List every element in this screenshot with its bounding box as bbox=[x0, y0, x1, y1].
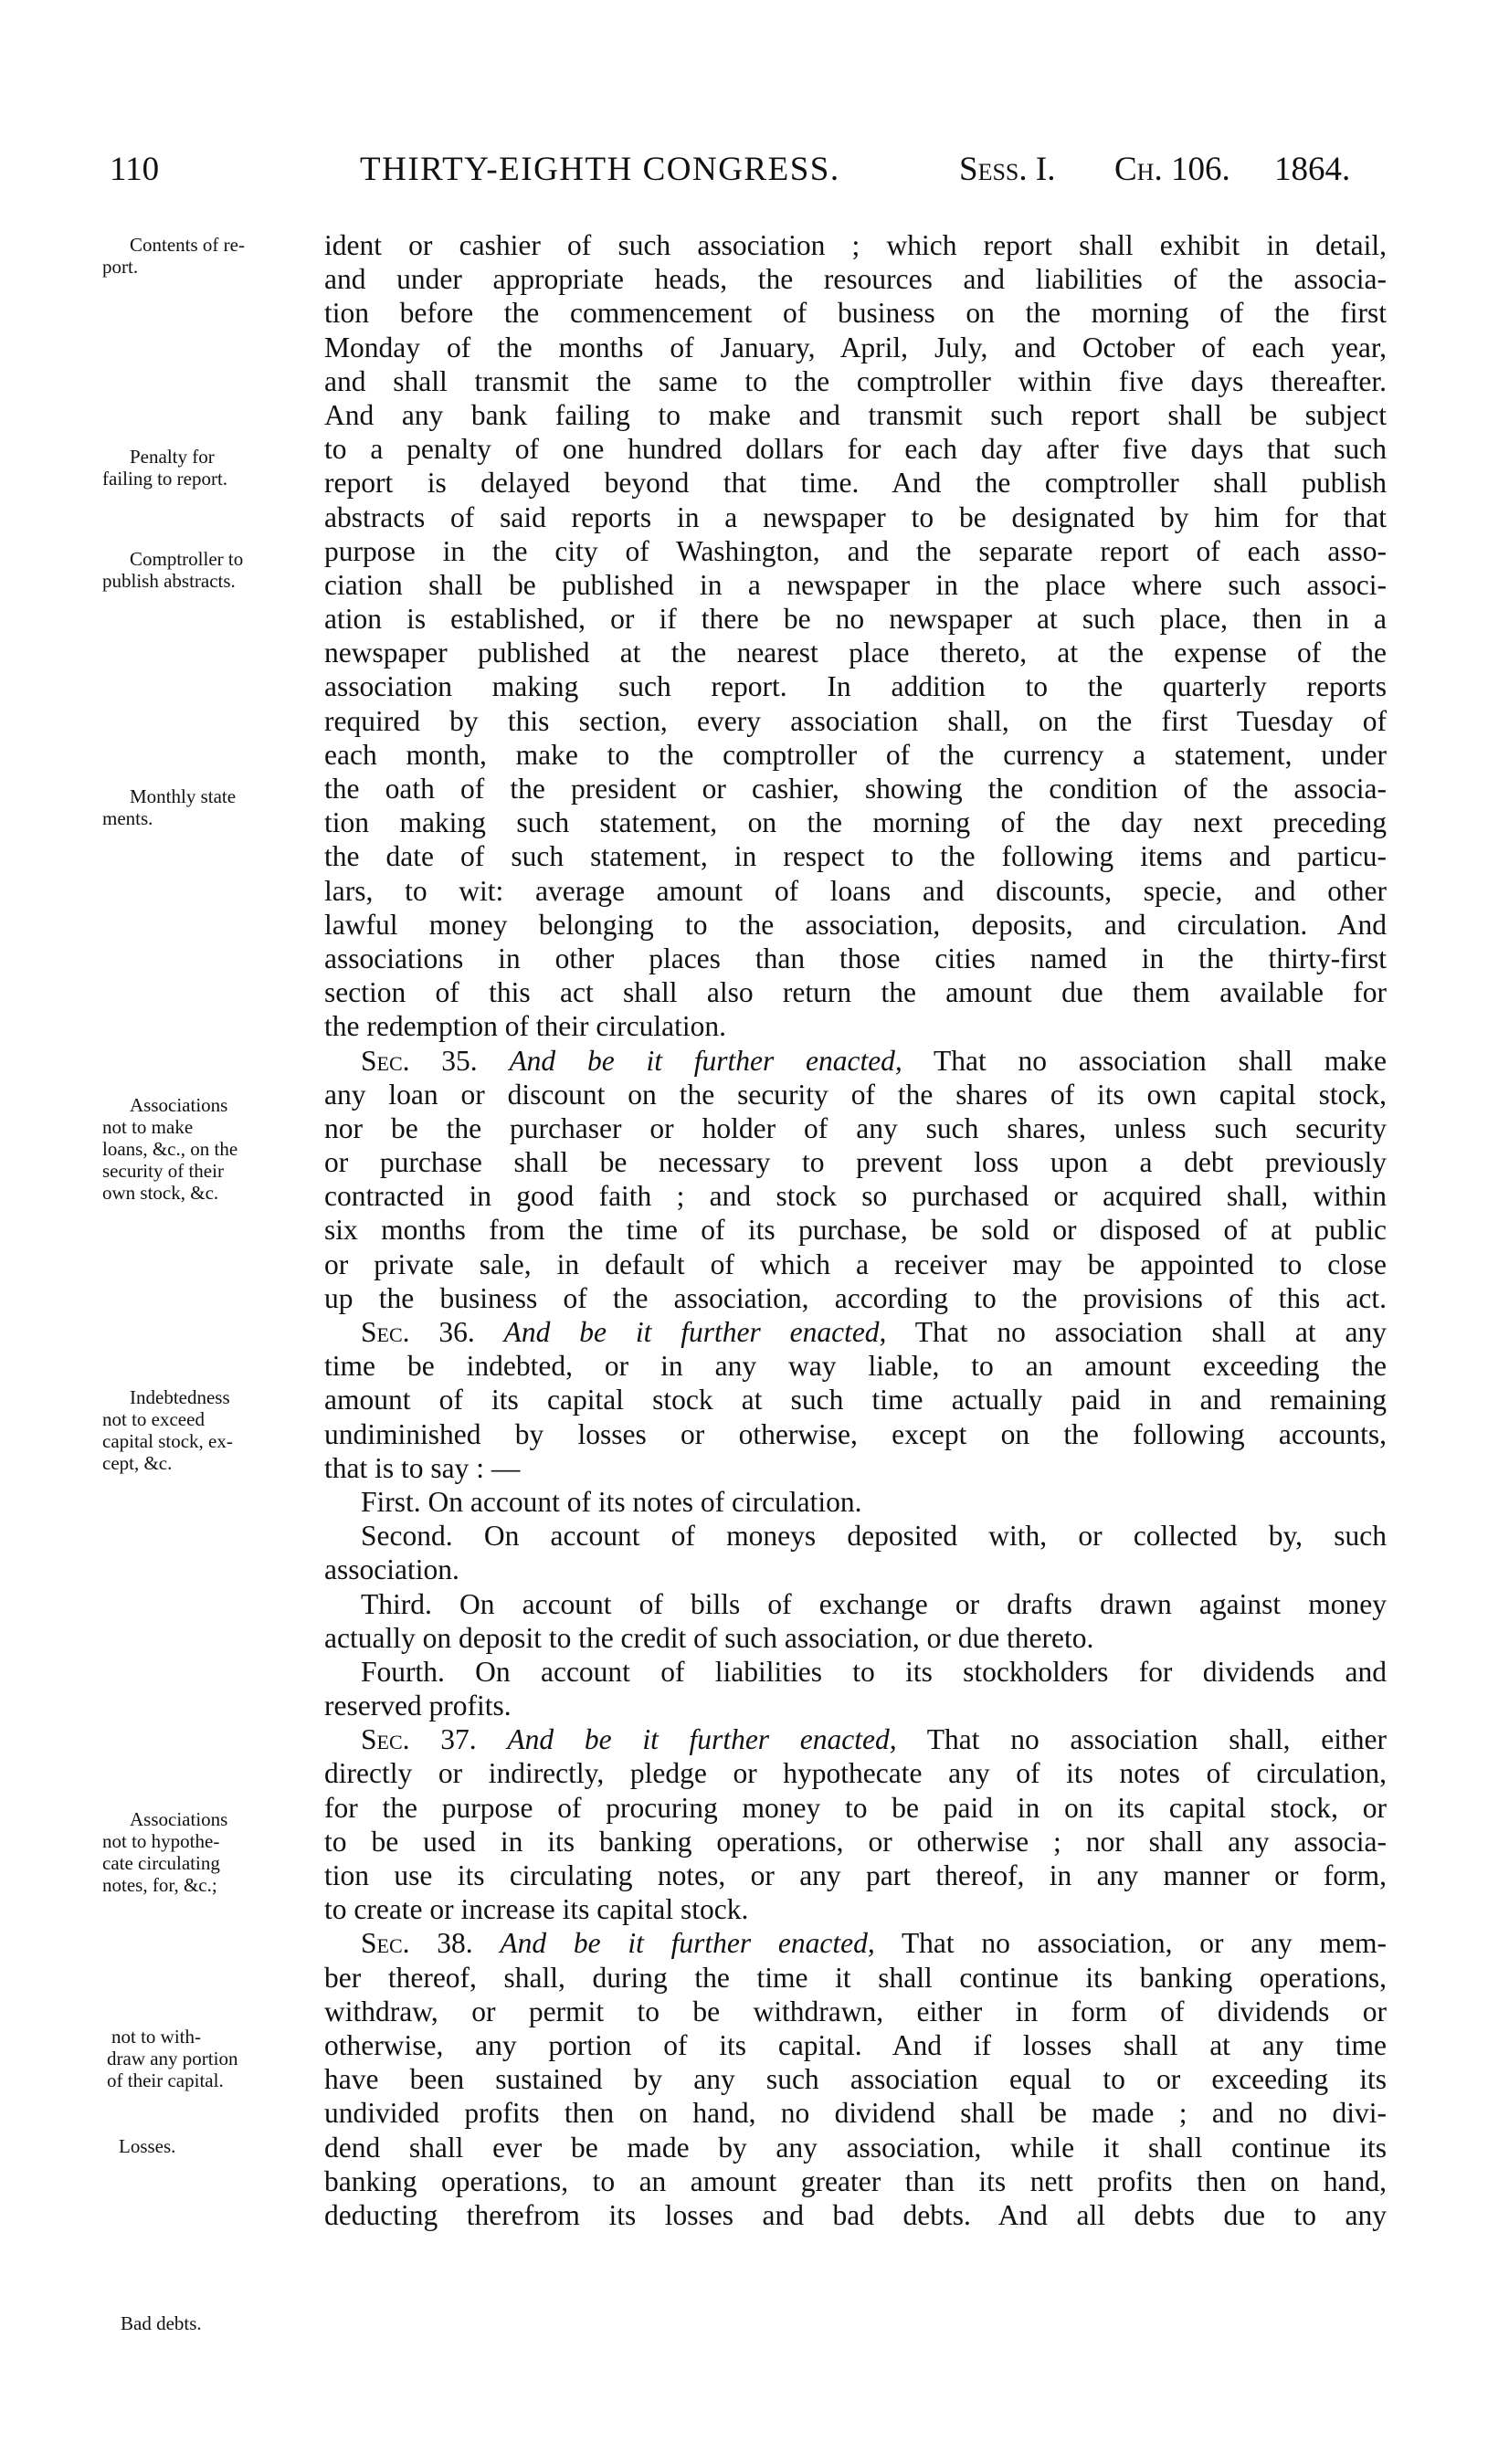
margin-note-bad-debts: Bad debts. bbox=[121, 2312, 202, 2334]
enacting-clause: And be it further enacted, bbox=[507, 1723, 897, 1756]
section-38-heading-line: Sec. 38. And be it further enacted, That no association, or any mem- bbox=[361, 1927, 1387, 1960]
body-line: undiminished by losses or otherwise, except on the following accounts, bbox=[324, 1417, 1387, 1450]
margin-note-loans-on-own-stock: Associations not to make loans, &c., on the security of their own stock, &c. bbox=[102, 1094, 238, 1204]
body-line: associations in other places than those cities named in the thirty-first bbox=[324, 942, 1387, 974]
body-line: purpose in the city of Washington, and the separate report of each asso- bbox=[324, 534, 1387, 567]
margin-note-hypothecate-notes: Associations not to hypothe- cate circulating notes, for, &c.; bbox=[102, 1808, 228, 1896]
section-label: Sec. 35. bbox=[361, 1044, 478, 1077]
body-line: banking operations, to an amount greater than its nett profits then on hand, bbox=[324, 2164, 1387, 2197]
enacting-clause: And be it further enacted, bbox=[509, 1044, 902, 1077]
body-line: Monday of the months of January, April, July, and October of each year, bbox=[324, 331, 1387, 363]
body-line: and under appropriate heads, the resources and liabilities of the associa- bbox=[324, 263, 1387, 296]
body-line: First. On account of its notes of circulation. bbox=[361, 1485, 862, 1518]
body-line: the oath of the president or cashier, showing the condition of the associa- bbox=[324, 773, 1387, 805]
body-line: nor be the purchaser or holder of any such shares, unless such security bbox=[324, 1111, 1387, 1144]
body-line: report is delayed beyond that time. And the comptroller shall publish bbox=[324, 467, 1387, 500]
body-line: withdraw, or permit to be withdrawn, either in form of dividends or bbox=[324, 1995, 1387, 2027]
body-line: otherwise, any portion of its capital. And if losses shall at any time bbox=[324, 2028, 1387, 2061]
body-line: Second. On account of moneys deposited with, or collected by, such bbox=[361, 1520, 1387, 1553]
body-line: ber thereof, shall, during the time it shall continue its banking operations, bbox=[324, 1961, 1387, 1994]
statute-body bbox=[324, 228, 1387, 2232]
margin-note-monthly-statements: Monthly state ments. bbox=[102, 785, 237, 829]
margin-note-penalty: Penalty for failing to report. bbox=[102, 446, 228, 490]
body-line: or private sale, in default of which a receiver may be appointed to close bbox=[324, 1248, 1387, 1280]
body-line: amount of its capital stock at such time actually paid in and remaining bbox=[324, 1384, 1387, 1416]
body-line: Fourth. On account of liabilities to its stockholders for dividends and bbox=[361, 1655, 1387, 1688]
margin-note-contents-of-report: Contents of re- port. bbox=[102, 234, 245, 278]
running-head bbox=[0, 150, 1509, 190]
body-line: Third. On account of bills of exchange or drafts drawn against money bbox=[361, 1587, 1387, 1620]
congress-title: THIRTY-EIGHTH CONGRESS. bbox=[360, 151, 840, 188]
body-line: abstracts of said reports in a newspaper to be designated by him for that bbox=[324, 500, 1387, 533]
body-line: undivided profits then on hand, no dividend shall be made ; and no divi- bbox=[324, 2097, 1387, 2130]
body-line: lawful money belonging to the association, deposits, and circulation. And bbox=[324, 908, 1387, 941]
body-line: have been sustained by any such association equal to or exceeding its bbox=[324, 2063, 1387, 2096]
session-label: Sess. I. bbox=[959, 151, 1056, 188]
body-line: association making such report. In addition to the quarterly reports bbox=[324, 670, 1387, 703]
body-line: and shall transmit the same to the comptroller within five days thereafter. bbox=[324, 364, 1387, 397]
body-line: contracted in good faith ; and stock so purchased or acquired shall, within bbox=[324, 1180, 1387, 1213]
body-line: reserved profits. bbox=[324, 1690, 512, 1722]
section-label: Sec. 38. bbox=[361, 1927, 473, 1960]
margin-note-indebtedness: Indebtedness not to exceed capital stock, ex- cept, &c. bbox=[102, 1386, 233, 1474]
body-line: the date of such statement, in respect to the following items and particu- bbox=[324, 840, 1387, 873]
section-37-heading-line: Sec. 37. And be it further enacted, That no association shall, either bbox=[361, 1723, 1387, 1756]
enacting-clause: And be it further enacted, bbox=[500, 1927, 875, 1960]
body-line: newspaper published at the nearest place thereto, at the expense of the bbox=[324, 637, 1387, 669]
enacting-clause: And be it further enacted, bbox=[503, 1316, 887, 1348]
margin-note-withdraw-capital: not to with- draw any portion of their capital. bbox=[107, 2026, 238, 2091]
page-number: 110 bbox=[110, 151, 160, 188]
year-label: 1864. bbox=[1274, 151, 1351, 188]
chapter-label: Ch. 106. bbox=[1114, 151, 1230, 188]
body-line: time be indebted, or in any way liable, to an amount exceeding the bbox=[324, 1350, 1387, 1383]
body-line: or purchase shall be necessary to prevent loss upon a debt previously bbox=[324, 1146, 1387, 1179]
body-line: the redemption of their circulation. bbox=[324, 1010, 726, 1043]
body-line: ation is established, or if there be no newspaper at such place, then in a bbox=[324, 603, 1387, 636]
section-label: Sec. 37. bbox=[361, 1723, 477, 1756]
body-line: six months from the time of its purchase, be sold or disposed of at public bbox=[324, 1214, 1387, 1247]
body-line: tion before the commencement of business on the morning of the first bbox=[324, 297, 1387, 330]
body-line: that is to say : — bbox=[324, 1451, 521, 1484]
section-35-heading-line: Sec. 35. And be it further enacted, That no association shall make bbox=[361, 1044, 1387, 1077]
body-line: to create or increase its capital stock. bbox=[324, 1893, 749, 1926]
body-line: required by this section, every association shall, on the first Tuesday of bbox=[324, 704, 1387, 737]
body-line: association. bbox=[324, 1553, 459, 1586]
body-line: tion making such statement, on the morning of the day next preceding bbox=[324, 806, 1387, 839]
section-36-heading-line: Sec. 36. And be it further enacted, That no association shall at any bbox=[361, 1316, 1387, 1348]
body-line: ciation shall be published in a newspaper in the place where such associ- bbox=[324, 568, 1387, 601]
margin-note-losses: Losses. bbox=[119, 2135, 176, 2157]
body-line: actually on deposit to the credit of such association, or due thereto. bbox=[324, 1621, 1094, 1654]
body-line: And any bank failing to make and transmit such report shall be subject bbox=[324, 398, 1387, 431]
body-line: to be used in its banking operations, or otherwise ; nor shall any associa- bbox=[324, 1825, 1387, 1858]
body-line: tion use its circulating notes, or any part thereof, in any manner or form, bbox=[324, 1859, 1387, 1891]
body-line: directly or indirectly, pledge or hypothecate any of its notes of circulation, bbox=[324, 1757, 1387, 1790]
body-line: ident or cashier of such association ; which report shall exhibit in detail, bbox=[324, 229, 1387, 261]
margin-note-comptroller: Comptroller to publish abstracts. bbox=[102, 548, 244, 592]
section-label: Sec. 36. bbox=[361, 1316, 475, 1348]
body-line: up the business of the association, according to the provisions of this act. bbox=[324, 1281, 1387, 1314]
body-line: for the purpose of procuring money to be paid in on its capital stock, or bbox=[324, 1791, 1387, 1824]
body-line: lars, to wit: average amount of loans and discounts, specie, and other bbox=[324, 874, 1387, 907]
body-line: dend shall ever be made by any association, while it shall continue its bbox=[324, 2131, 1387, 2164]
body-line: each month, make to the comptroller of the currency a statement, under bbox=[324, 738, 1387, 771]
body-line: to a penalty of one hundred dollars for each day after five days that such bbox=[324, 433, 1387, 466]
body-line: section of this act shall also return the amount due them available for bbox=[324, 976, 1387, 1009]
body-line: any loan or discount on the security of the shares of its own capital stock, bbox=[324, 1078, 1387, 1111]
body-line: deducting therefrom its losses and bad debts. And all debts due to any bbox=[324, 2198, 1387, 2231]
